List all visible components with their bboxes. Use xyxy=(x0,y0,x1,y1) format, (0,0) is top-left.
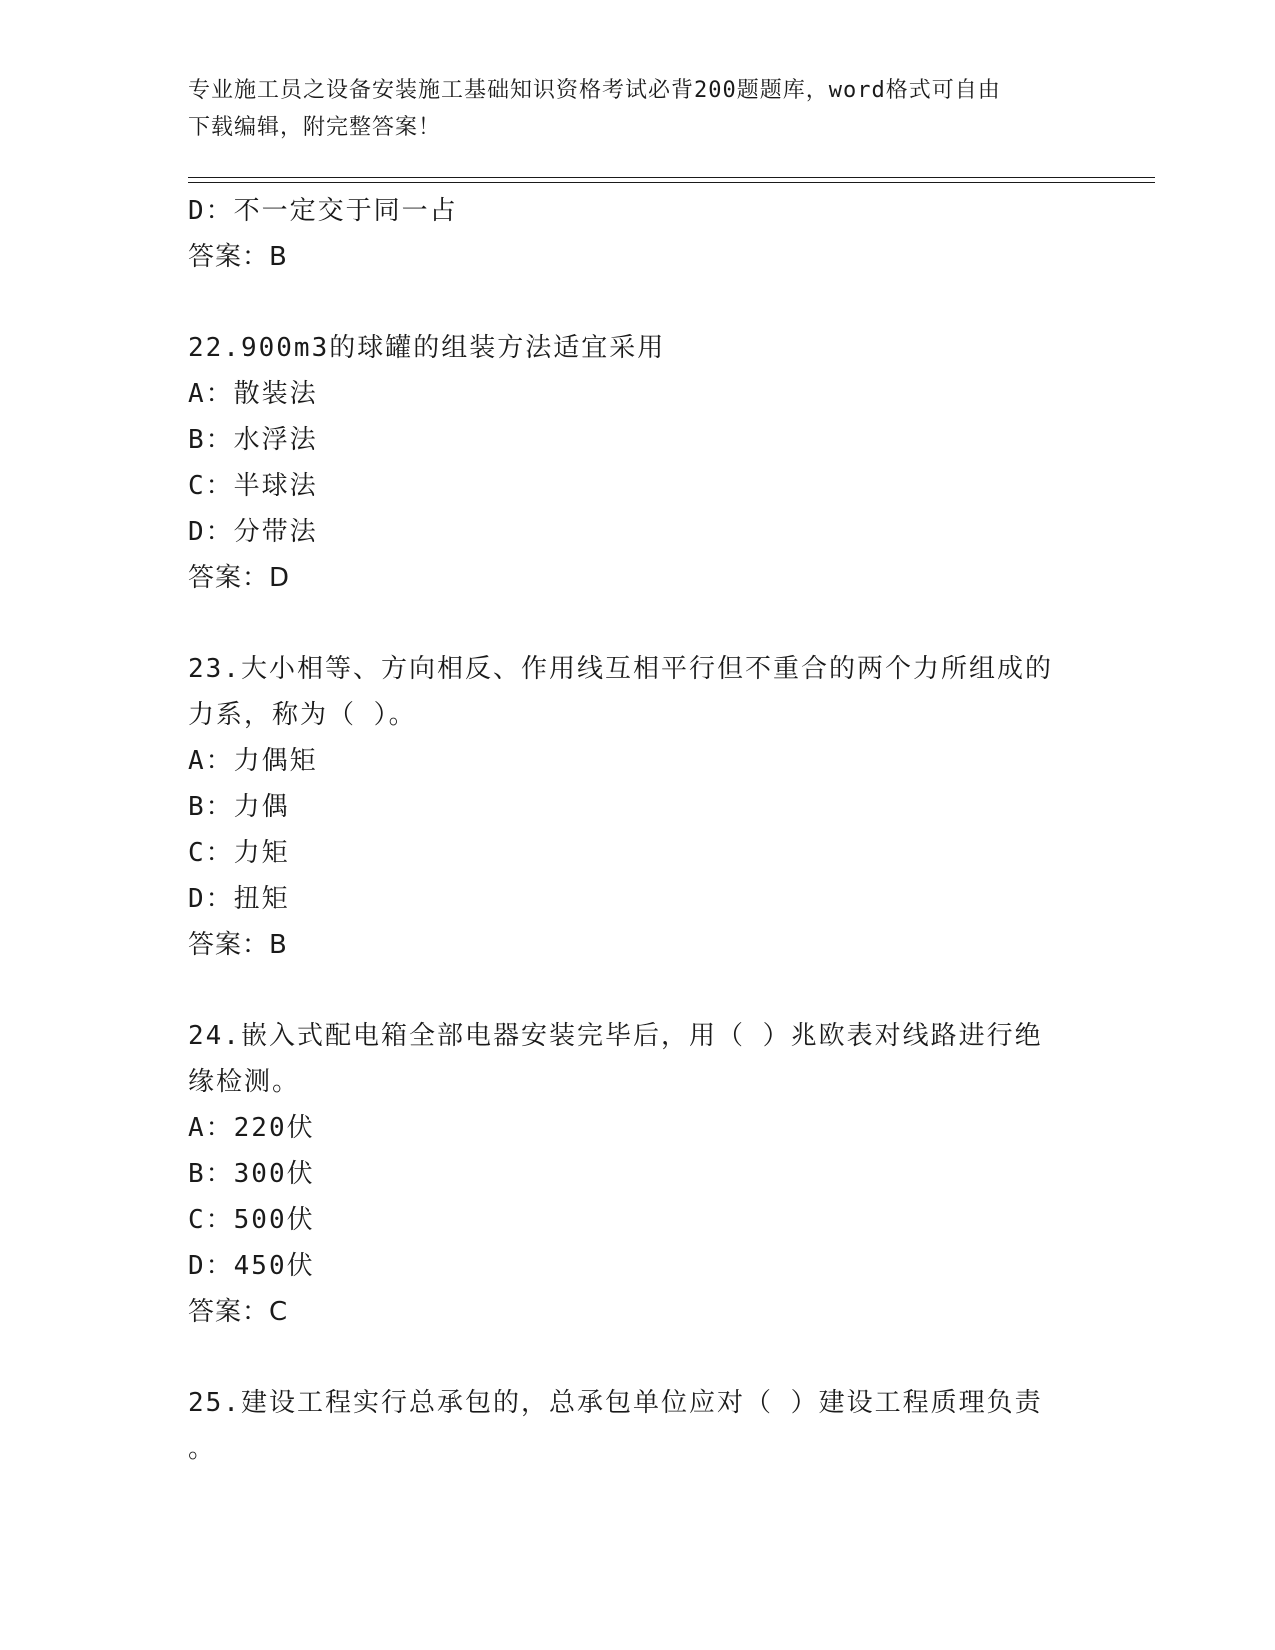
answer: 答案：D xyxy=(188,563,291,593)
option-c: C：力矩 xyxy=(188,838,290,868)
header-line-2: 下载编辑，附完整答案！ xyxy=(188,115,442,140)
option-c: C：半球法 xyxy=(188,471,318,501)
question-25 xyxy=(188,1380,1088,1472)
question-text-line-1: 23.大小相等、方向相反、作用线互相平行但不重合的两个力所组成的 xyxy=(188,654,1053,684)
option-c: C：500伏 xyxy=(188,1205,315,1235)
answer: 答案：C xyxy=(188,1297,289,1327)
question-text: 22.900m3的球罐的组装方法适宜采用 xyxy=(188,333,666,363)
option-d: D：分带法 xyxy=(188,517,318,547)
question-text-line-1: 24.嵌入式配电箱全部电器安装完毕后，用（ ）兆欧表对线路进行绝 xyxy=(188,1021,1043,1051)
question-text-line-1: 25.建设工程实行总承包的，总承包单位应对（ ）建设工程质理负责 xyxy=(188,1388,1043,1418)
question-text-line-2: 力系，称为（ ）。 xyxy=(188,700,417,730)
option-a: A：220伏 xyxy=(188,1113,315,1143)
question-23 xyxy=(188,646,1088,968)
question-text-line-2: 。 xyxy=(188,1434,217,1464)
question-text-line-2: 缘检测。 xyxy=(188,1067,301,1097)
document-header xyxy=(188,72,1088,146)
option-d: D：扭矩 xyxy=(188,884,290,914)
spacer xyxy=(188,968,1088,1013)
answer: 答案：B xyxy=(188,930,288,960)
spacer xyxy=(188,601,1088,646)
option-a: A：散装法 xyxy=(188,379,318,409)
option-b: B：水浮法 xyxy=(188,425,318,455)
spacer xyxy=(188,280,1088,325)
question-list xyxy=(188,188,1088,1472)
option-a: A：力偶矩 xyxy=(188,746,318,776)
option-d: D：450伏 xyxy=(188,1251,315,1281)
question-24 xyxy=(188,1013,1088,1335)
prev-answer: 答案：B xyxy=(188,242,288,272)
option-b: B：300伏 xyxy=(188,1159,315,1189)
header-divider-top xyxy=(188,177,1155,178)
prev-option-d: D：不一定交于同一占 xyxy=(188,196,458,226)
question-22 xyxy=(188,325,1088,601)
spacer xyxy=(188,1335,1088,1380)
header-divider-bottom xyxy=(188,182,1155,183)
header-line-1: 专业施工员之设备安装施工基础知识资格考试必背200题题库，word格式可自由 xyxy=(188,78,1001,103)
option-b: B：力偶 xyxy=(188,792,290,822)
